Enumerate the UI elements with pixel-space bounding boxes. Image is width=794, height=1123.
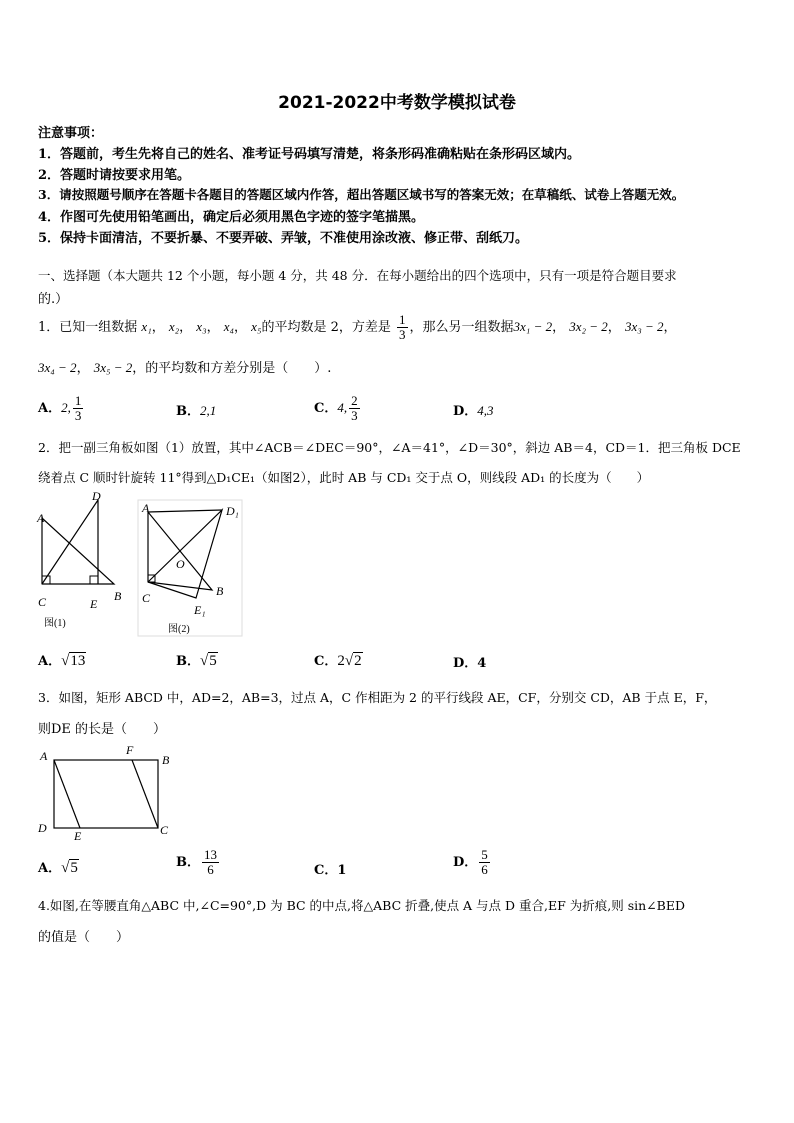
label-b: B bbox=[216, 584, 224, 598]
var-x3: x₃ bbox=[196, 319, 207, 334]
question-1-line2: 3x₄ − 2， 3x₅ − 2，的平均数和方差分别是（ ）. bbox=[38, 360, 332, 376]
question-1-line1: 1．已知一组数据 x₁， x₂， x₃， x₄， x₅的平均数是 2，方差是 $\frac{1}{3}$ ，那么另一组数据3x₁ − 2， 3x₂ − 2， 3x₃ − 2， bbox=[38, 312, 677, 342]
label-o: O bbox=[176, 557, 185, 571]
notice-heading: 注意事项： bbox=[38, 126, 104, 141]
label-d: D bbox=[38, 821, 47, 835]
q2-option-c: C．2√2 bbox=[314, 653, 362, 669]
q1-option-a: A．2, $\frac{1}{3}$ bbox=[38, 393, 82, 423]
q3-figure bbox=[34, 742, 182, 842]
label-b: B bbox=[162, 753, 170, 767]
var-x5: x₅ bbox=[251, 319, 262, 334]
var-x1: x₁ bbox=[141, 319, 152, 334]
expr-2: 3x₂ − 2 bbox=[569, 319, 608, 334]
figure-caption: 图(2) bbox=[168, 624, 190, 635]
label-e1: E₁ bbox=[194, 603, 206, 617]
q2-option-b: B．√5 bbox=[176, 653, 217, 669]
page-title: 2021-2022中考数学模拟试卷 bbox=[278, 93, 516, 113]
notice-item: 3．请按照题号顺序在答题卡各题目的答题区域内作答，超出答题区域书写的答案无效；在草稿纸、试卷上答题无效。 bbox=[38, 187, 685, 202]
q2-figure-1 bbox=[34, 488, 130, 636]
section-heading-line2: 的.） bbox=[38, 292, 69, 307]
q2-option-a: A．√13 bbox=[38, 653, 86, 669]
label-e: E bbox=[90, 597, 98, 611]
variance-fraction: $\frac{1}{3}$ bbox=[399, 312, 406, 342]
var-x4: x₄ bbox=[223, 319, 235, 334]
q2-figure-2 bbox=[136, 498, 244, 638]
expr-4: 3x₄ − 2 bbox=[38, 360, 77, 375]
label-d1: D₁ bbox=[226, 504, 239, 518]
label-b: B bbox=[114, 589, 122, 603]
q1-option-d: D．4,3 bbox=[453, 403, 494, 419]
question-4-line1: 4.如图,在等腰直角△ABC 中,∠C=90°,D 为 BC 的中点,将△ABC 折叠,使点 A 与点 D 重合,EF 为折痕,则 sin∠BED bbox=[38, 898, 685, 913]
question-2-line1: 2．把一副三角板如图（1）放置，其中∠ACB＝∠DEC＝90°，∠A＝41°，∠D＝30°，斜边 AB＝4，CD＝1．把三角板 DCE bbox=[38, 440, 741, 455]
q3-option-a: A．√5 bbox=[38, 860, 78, 876]
question-3-line1: 3．如图，矩形 ABCD 中，AD=2，AB=3，过点 A，C 作相距为 2 的平行线段 AE，CF，分别交 CD，AB 于点 E，F， bbox=[38, 690, 717, 705]
question-3-line2: 则DE 的长是（ ） bbox=[38, 722, 167, 737]
var-x2: x₂ bbox=[168, 319, 180, 334]
notice-item: 2．答题时请按要求用笔。 bbox=[38, 168, 191, 183]
label-a: A bbox=[40, 749, 48, 763]
notice-item: 1．答题前，考生先将自己的姓名、准考证号码填写清楚，将条形码准确粘贴在条形码区域内。 bbox=[38, 147, 581, 162]
label-f: F bbox=[126, 743, 134, 757]
q2-option-d: D．4 bbox=[453, 656, 487, 671]
label-a: A bbox=[37, 511, 45, 525]
expr-5: 3x₅ − 2 bbox=[93, 360, 133, 375]
figure-caption: 图(1) bbox=[44, 618, 66, 629]
label-a: A bbox=[142, 501, 150, 515]
q3-option-b: B． $\frac{13}{6}$ bbox=[176, 847, 217, 877]
label-e: E bbox=[74, 829, 82, 842]
label-c: C bbox=[160, 823, 169, 837]
question-4-line2: 的值是（ ） bbox=[38, 930, 130, 945]
label-c: C bbox=[38, 595, 47, 609]
expr-1: 3x₁ − 2 bbox=[513, 319, 553, 334]
question-2-line2: 绕着点 C 顺时针旋转 11°得到△D₁CE₁（如图2），此时 AB 与 CD₁ 交于点 O，则线段 AD₁ 的长度为（ ） bbox=[38, 470, 650, 485]
section-heading-line1: 一、选择题（本大题共 12 个小题，每小题 4 分，共 48 分．在每小题给出的四个选项中，只有一项是符合题目要求 bbox=[38, 268, 677, 283]
notice-item: 5．保持卡面清洁，不要折暴、不要弄破、弄皱，不准使用涂改液、修正带、刮纸刀。 bbox=[38, 231, 529, 246]
label-c: C bbox=[142, 591, 151, 605]
notice-item: 4．作图可先使用铅笔画出，确定后必须用黑色字迹的签字笔描黑。 bbox=[38, 210, 425, 225]
q1-option-c: C．4, $\frac{2}{3}$ bbox=[314, 393, 358, 423]
q3-option-c: C．1 bbox=[314, 863, 347, 878]
label-d: D bbox=[92, 489, 101, 503]
q3-option-d: D． $\frac{5}{6}$ bbox=[453, 847, 488, 877]
q1-option-b: B．2,1 bbox=[176, 403, 217, 419]
expr-3: 3x₃ − 2 bbox=[624, 319, 664, 334]
